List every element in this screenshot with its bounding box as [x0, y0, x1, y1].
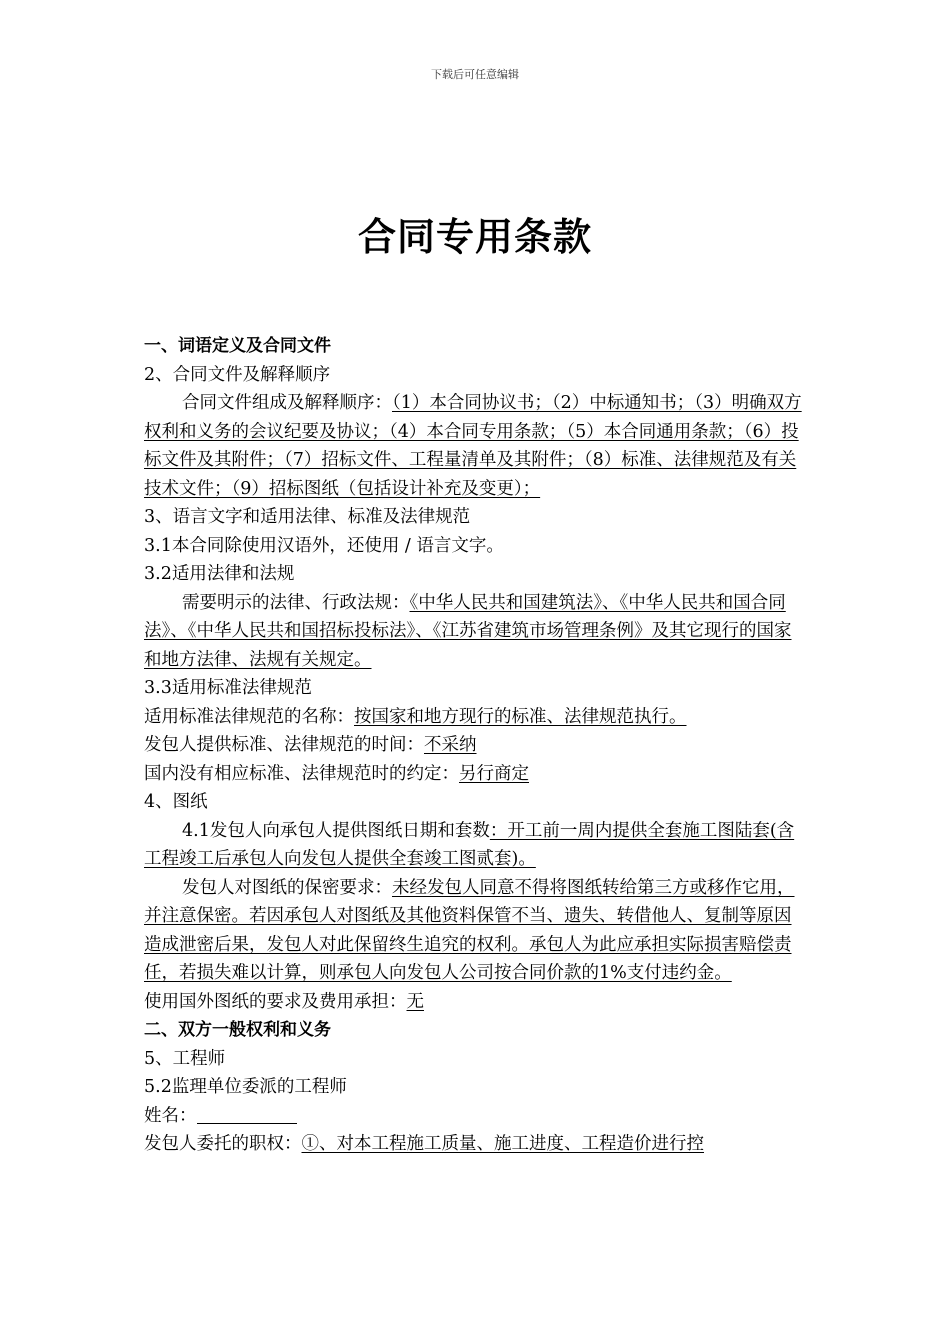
section-heading: 二、双方一般权利和义务 [144, 1020, 331, 1040]
field-label: 姓名： [144, 1105, 197, 1126]
clause-paragraph [144, 760, 808, 789]
clause-heading: 5.2监理单位委派的工程师 [144, 1077, 347, 1097]
clause-paragraph [144, 1102, 808, 1131]
clause-heading: 4、图纸 [144, 792, 208, 812]
field-label: 4.1发包人向承包人提供图纸日期和套数 [182, 820, 490, 841]
field-value: 《中华人民共和国建筑法》、《中华人民共和国合同法》、《中华人民共和国招标投标法》、《江苏省建筑市场管理条例》及其它现行的国家和地方法律、法规有关规定。 [144, 592, 792, 670]
clause-paragraph [144, 589, 808, 675]
field-value: ：开工前一周内提供全套施工图陆套(含工程竣工后承包人向发包人提供全套竣工图贰套)。 [144, 820, 795, 869]
clause-paragraph [144, 731, 808, 760]
clause-paragraph [144, 874, 808, 988]
clause-text: 3.1本合同除使用汉语外，还使用 / 语言文字。 [144, 535, 504, 556]
clause-paragraph [144, 817, 808, 874]
field-label: 国内没有相应标准、法律规范时的约定： [144, 763, 459, 784]
field-value: 未经发包人同意不得将图纸转给第三方或移作它用，并注意保密。若因承包人对图纸及其他资料保管不当、遗失、转借他人、复制等原因造成泄密后果，发包人对此保留终生追究的权利。承包人为此应承担实际损害赔偿责任，若损失难以计算，则承包人向发包人公司按合同价款的1%支付违约金。 [144, 877, 795, 983]
field-value: 另行商定 [459, 763, 529, 784]
field-value: ①、对本工程施工质量、施工进度、工程造价进行控 [301, 1134, 704, 1154]
field-label: 需要明示的法律、行政法规： [182, 592, 410, 613]
field-label: 使用国外图纸的要求及费用承担： [144, 991, 407, 1012]
field-value: 无 [406, 991, 424, 1012]
clause-paragraph [144, 1130, 808, 1159]
clause-paragraph [144, 988, 808, 1017]
document-title: 合同专用条款 [357, 215, 592, 259]
clause-paragraph [144, 703, 808, 732]
clause-heading: 3.3适用标准法律规范 [144, 678, 312, 698]
field-label: 发包人委托的职权： [144, 1134, 302, 1154]
field-label: 合同文件组成及解释顺序： [182, 393, 392, 413]
field-label: 发包人对图纸的保密要求： [182, 877, 392, 898]
document-body [144, 332, 808, 1159]
field-label: 发包人提供标准、法律规范的时间： [144, 735, 424, 755]
clause-heading: 3、语言文字和适用法律、标准及法律规范 [144, 507, 471, 527]
clause-heading: 5、工程师 [144, 1048, 226, 1069]
field-label: 适用标准法律规范的名称： [144, 706, 354, 727]
header-note: 下载后可任意编辑 [431, 68, 519, 81]
field-value: 不采纳 [424, 735, 477, 755]
clause-paragraph [144, 389, 808, 503]
field-value: （1）本合同协议书；（2）中标通知书；（3）明确双方权利和义务的会议纪要及协议；（4）本合同专用条款；（5）本合同通用条款；（6）投标文件及其附件；（7）招标文件、工程量清单及其附件；（8）标准、法律规范及有关技术文件；（9）招标图纸（包括设计补充及变更）； [144, 393, 802, 499]
clause-heading: 2、合同文件及解释顺序 [144, 364, 331, 385]
name-blank-line [197, 1105, 297, 1124]
clause-heading: 3.2适用法律和法规 [144, 564, 295, 584]
field-value: 按国家和地方现行的标准、法律规范执行。 [354, 706, 687, 727]
section-heading: 一、词语定义及合同文件 [144, 336, 331, 356]
